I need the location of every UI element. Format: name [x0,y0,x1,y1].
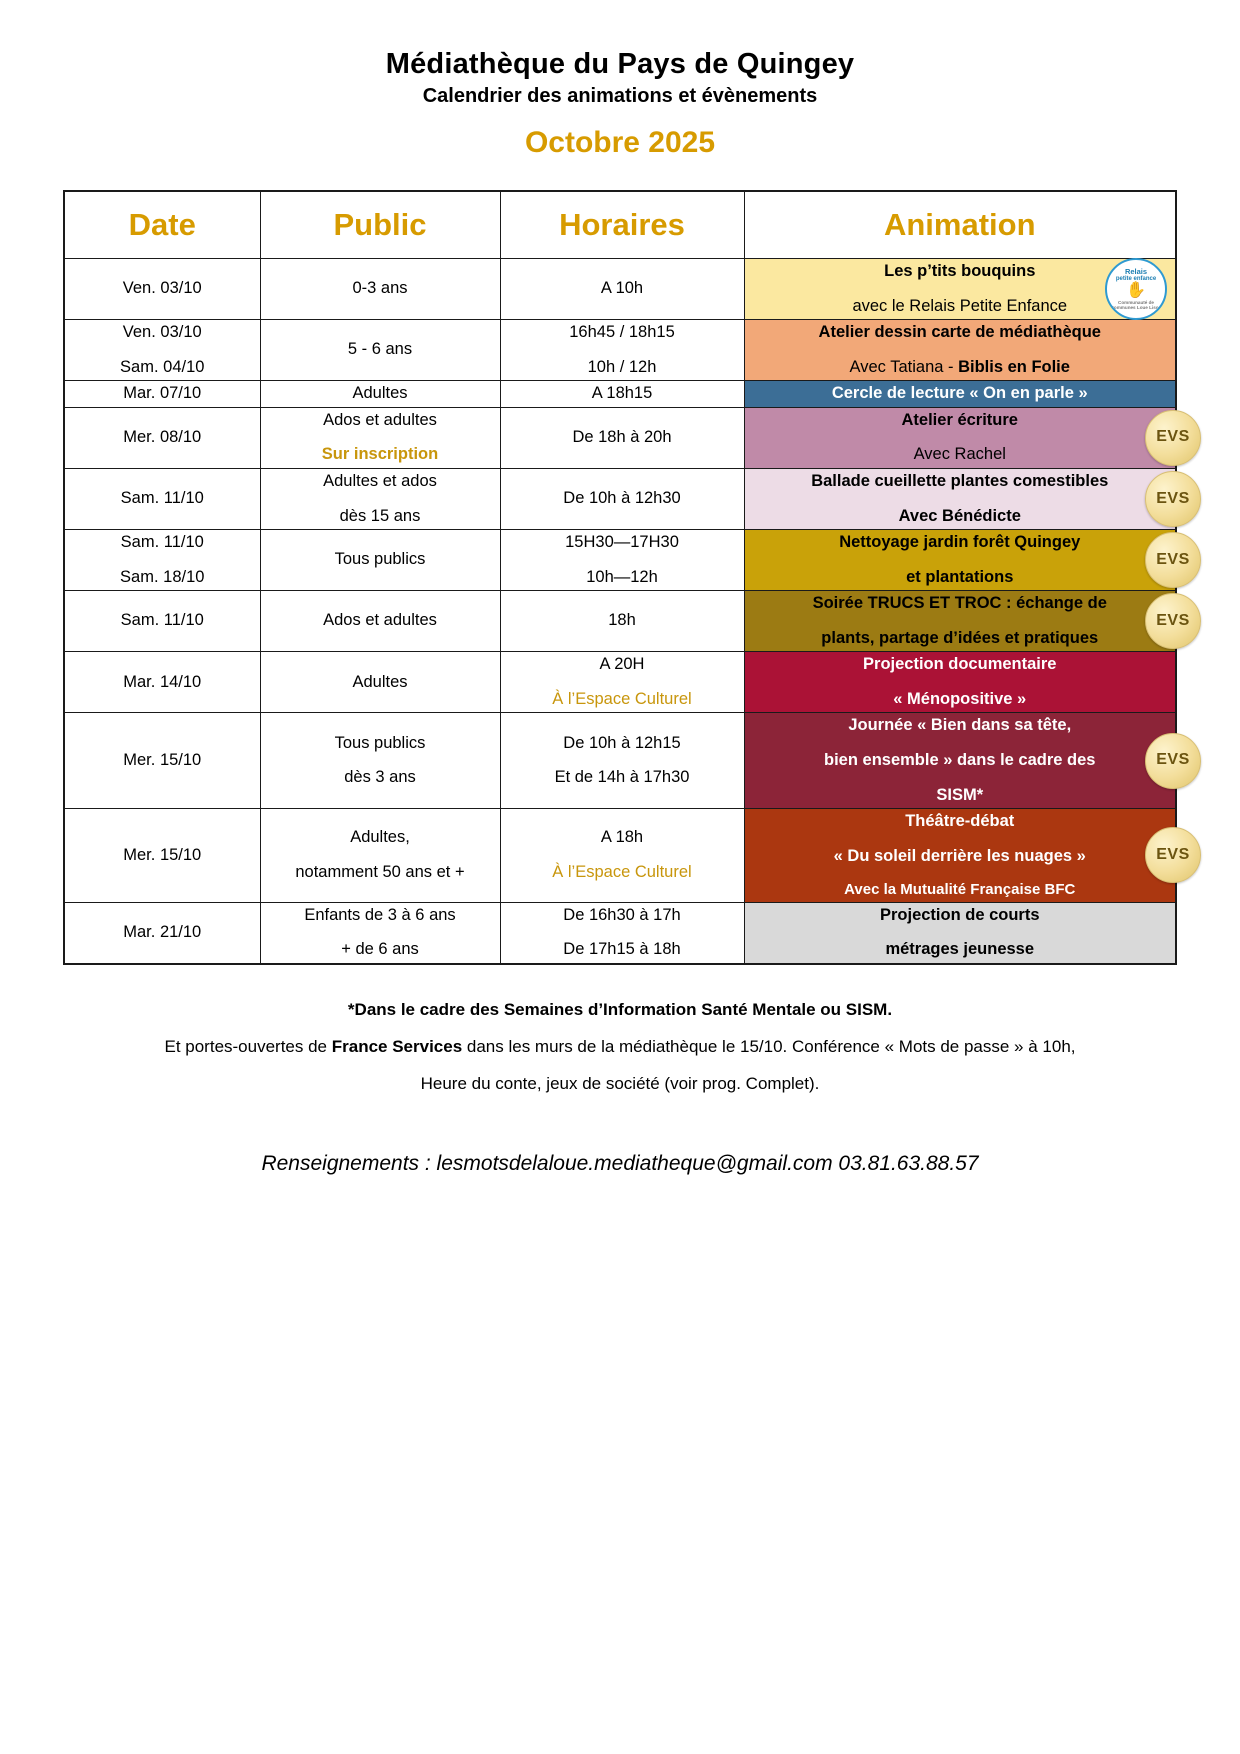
animation-text: Avec la Mutualité Française BFC [844,881,1076,899]
public-text: + de 6 ans [341,940,419,959]
table-row [64,809,1176,902]
horaire-text: 10h / 12h [587,357,657,376]
public-text: Adultes [352,384,408,403]
public-text: dès 15 ans [339,506,421,525]
animation-text: Atelier écriture [901,410,1018,429]
animation-text-part: Avec Tatiana - [849,357,959,376]
cell-date [64,320,260,381]
horaire-text: A 18h15 [591,384,653,403]
animation-text: « Ménopositive » [893,689,1027,708]
cell-public [260,652,500,713]
cell-date [64,407,260,468]
cell-horaires [500,468,744,529]
column-header-date: Date [64,191,260,259]
month-title: Octobre 2025 [524,126,716,159]
table-header-row [64,191,1176,259]
horaire-text: A 18h [600,828,644,847]
cell-horaires [500,652,744,713]
document-header [48,48,1192,160]
cell-animation [744,381,1176,408]
cell-public [260,902,500,964]
animation-text: Cercle de lecture « On en parle » [831,384,1088,403]
cell-date [64,652,260,713]
horaire-text: 18h [608,611,636,630]
animation-text: Avec Rachel [913,445,1006,464]
cell-horaires [500,407,744,468]
horaire-text: De 18h à 20h [572,428,672,447]
animation-text: Soirée TRUCS ET TROC : échange de [812,594,1107,613]
footer-contact: Renseignements : lesmotsdelaloue.mediatheque@gmail.com 03.81.63.88.57 [261,1151,979,1175]
cell-date [64,381,260,408]
footer-line-1: *Dans le cadre des Semaines d’Information Santé Mentale ou SISM. [347,999,893,1019]
animation-text: Nettoyage jardin forêt Quingey [839,533,1081,552]
animation-text: avec le Relais Petite Enfance [852,296,1068,315]
cell-public [260,591,500,652]
footer-line-2-c: dans les murs de la médiathèque le 15/10. Conférence « Mots de passe » à 10h, [462,1037,1076,1057]
cell-public [260,259,500,320]
table-row [64,381,1176,408]
cell-animation [744,652,1176,713]
horaire-text: A 10h [600,279,644,298]
hand-icon: ✋ [1126,282,1146,300]
footer-france-services: France Services [331,1037,463,1057]
cell-date [64,468,260,529]
evs-badge: EVS [1145,532,1201,588]
public-text: Tous publics [334,733,426,752]
animation-text: SISM* [936,785,984,804]
cell-public [260,468,500,529]
cell-horaires [500,530,744,591]
public-text: 5 - 6 ans [347,340,413,359]
column-header-animation: Animation [744,191,1176,259]
animation-text: Ballade cueillette plantes comestibles [811,471,1109,490]
horaire-text: Et de 14h à 17h30 [554,768,690,787]
animation-text: Les p’tits bouquins [884,262,1036,280]
registration-note: Sur inscription [321,445,439,464]
venue-note: À l’Espace Culturel [552,689,692,708]
animation-partner: Biblis en Folie [958,357,1070,376]
table-row [64,652,1176,713]
animation-text: Projection de courts [879,905,1040,924]
cell-public [260,713,500,809]
page-subtitle: Calendrier des animations et évènements [422,85,818,107]
horaire-text: 15H30—17H30 [565,533,679,552]
cell-date [64,713,260,809]
cell-public [260,530,500,591]
cell-animation [744,591,1190,652]
evs-badge: EVS [1145,410,1201,466]
logo-line-1: Relais [1124,266,1148,276]
cell-public [260,320,500,381]
cell-public [260,381,500,408]
logo-line-3: Communauté de Communes Loue Lison [1110,300,1162,311]
cell-animation [744,320,1176,381]
animation-text: Avec Bénédicte [898,506,1021,525]
public-text: Enfants de 3 à 6 ans [304,905,456,924]
public-text: 0-3 ans [352,279,408,298]
table-row [64,902,1176,964]
cell-horaires [500,902,744,964]
table-body [64,259,1190,964]
date-text: Sam. 11/10 [120,533,204,552]
table-row [64,713,1176,809]
date-text: Mar. 14/10 [123,672,202,691]
cell-horaires [500,320,744,381]
cell-animation [744,530,1190,591]
animation-text: bien ensemble » dans le cadre des [824,751,1096,769]
relais-petite-enfance-logo [1105,258,1167,320]
table-row [64,320,1176,381]
footer-line-3: Heure du conte, jeux de société (voir prog. Complet). [420,1074,820,1094]
animation-text: métrages jeunesse [885,940,1035,959]
cell-date [64,809,260,902]
date-text: Sam. 18/10 [120,567,205,586]
column-header-public: Public [260,191,500,259]
cell-public [260,809,500,902]
cell-date [64,530,260,591]
animation-text: Théâtre-débat [905,812,1015,831]
animation-text: et plantations [906,567,1014,586]
footer-line-2 [63,1028,1177,1065]
cell-animation [744,809,1190,902]
date-text: Ven. 03/10 [122,279,202,298]
date-text: Mer. 08/10 [123,428,202,447]
date-text: Mer. 15/10 [123,751,202,769]
date-text: Mer. 15/10 [123,845,202,864]
evs-badge: EVS [1145,471,1201,527]
public-text: Adultes et ados [323,471,437,490]
cell-date [64,902,260,964]
animation-text: Atelier dessin carte de médiathèque [818,323,1101,342]
page-title: Médiathèque du Pays de Quingey [385,48,855,80]
public-text: dès 3 ans [344,768,416,787]
date-text: Sam. 11/10 [120,611,204,630]
table-row [64,591,1176,652]
horaire-text: De 10h à 12h15 [563,733,681,752]
table-row [64,468,1176,529]
horaire-text: De 17h15 à 18h [563,940,681,959]
cell-horaires [500,713,744,809]
cell-animation [744,259,1176,320]
table-row [64,530,1176,591]
cell-animation [744,407,1190,468]
animation-text: Journée « Bien dans sa tête, [848,716,1072,735]
cell-horaires [500,259,744,320]
public-text: Ados et adultes [323,410,437,429]
date-text: Sam. 04/10 [120,357,205,376]
horaire-text: De 10h à 12h30 [563,489,681,508]
public-text: Adultes, [350,828,410,847]
date-text: Sam. 11/10 [120,489,204,508]
cell-horaires [500,591,744,652]
column-header-horaires: Horaires [500,191,744,259]
public-text: Ados et adultes [323,611,437,630]
date-text: Mar. 07/10 [123,384,202,403]
footer-notes [63,991,1177,1187]
evs-badge: EVS [1145,733,1201,789]
animation-text: « Du soleil derrière les nuages » [833,846,1086,865]
cell-horaires [500,809,744,902]
cell-date [64,591,260,652]
footer-line-2-a: Et portes-ouvertes de [164,1037,332,1057]
evs-badge: EVS [1145,593,1201,649]
venue-note: À l’Espace Culturel [552,862,692,881]
public-text: Adultes [352,672,408,691]
cell-date [64,259,260,320]
horaire-text: De 16h30 à 17h [563,905,681,924]
animation-text: Projection documentaire [863,655,1057,674]
cell-public [260,407,500,468]
cell-horaires [500,381,744,408]
table-row [64,259,1176,320]
horaire-text: 10h—12h [586,567,658,586]
logo-line-2: petite enfance [1115,275,1157,282]
date-text: Ven. 03/10 [122,323,202,342]
evs-badge: EVS [1145,827,1201,883]
cell-animation [744,468,1190,529]
horaire-text: 16h45 / 18h15 [569,323,675,342]
date-text: Mar. 21/10 [123,922,202,941]
public-text: notamment 50 ans et + [295,862,465,881]
cell-animation [744,713,1190,809]
horaire-text: A 20H [599,655,645,674]
table-row [64,407,1176,468]
cell-animation [744,902,1176,964]
calendar-table [63,190,1190,965]
animation-text: plants, partage d’idées et pratiques [821,628,1099,647]
public-text: Tous publics [334,550,426,569]
animation-text [745,355,1176,381]
